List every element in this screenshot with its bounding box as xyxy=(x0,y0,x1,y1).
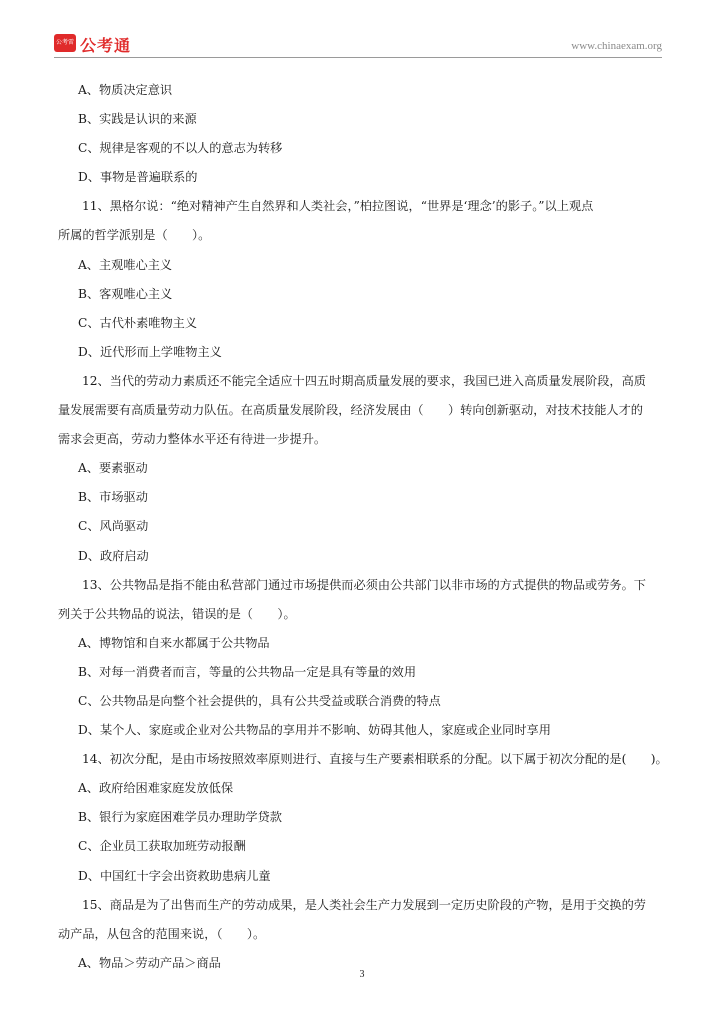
logo-text: 公考通 xyxy=(80,36,132,55)
question-text-continued: 需求会更高，劳动力整体水平还有待进一步提升。 xyxy=(58,432,327,447)
answer-option: A、主观唯心主义 xyxy=(78,257,173,272)
question-text: 11、黑格尔说：“绝对精神产生自然界和人类社会，”柏拉图说，“世界是‘理念’的影子。”以上观点 xyxy=(82,199,594,214)
answer-option: A、博物馆和自来水都属于公共物品 xyxy=(78,635,270,650)
page-number: 3 xyxy=(359,969,365,980)
question-text-continued: 动产品，从包含的范围来说，（ ）。 xyxy=(58,926,266,941)
question-text: 13、公共物品是指不能由私营部门通过市场提供而必须由公共部门以非市场的方式提供的物品或劳务。下 xyxy=(82,577,646,592)
question-text-continued: 量发展需要有高质量劳动力队伍。在高质量发展阶段，经济发展由（ ）转向创新驱动，对技术技能人才的 xyxy=(58,403,643,418)
answer-option: A、政府给困难家庭发放低保 xyxy=(78,781,234,796)
question-text-continued: 列关于公共物品的说法，错误的是（ ）。 xyxy=(58,606,296,621)
header-divider xyxy=(54,57,662,58)
site-url: www.chinaexam.org xyxy=(571,40,662,52)
question-text: 14、初次分配，是由市场按照效率原则进行、直接与生产要素相联系的分配。以下属于初次分配的是( )。 xyxy=(82,752,668,767)
answer-option: D、中国红十字会出资救助患病儿童 xyxy=(78,868,271,883)
answer-option: B、市场驱动 xyxy=(78,490,148,505)
answer-option: C、公共物品是向整个社会提供的，具有公共受益或联合消费的特点 xyxy=(78,693,441,708)
document-body xyxy=(58,76,670,978)
page-header xyxy=(54,30,662,58)
question-text-continued: 所属的哲学派别是（ ）。 xyxy=(58,228,211,243)
question-text: 15、商品是为了出售而生产的劳动成果，是人类社会生产力发展到一定历史阶段的产物，是用于交换的劳 xyxy=(82,897,646,912)
answer-option: A、要素驱动 xyxy=(78,461,148,476)
answer-option: D、某个人、家庭或企业对公共物品的享用并不影响、妨碍其他人，家庭或企业同时享用 xyxy=(78,723,551,738)
answer-option: D、政府启动 xyxy=(78,548,149,563)
logo-icon: 公考雷 xyxy=(54,34,76,52)
answer-option: D、事物是普遍联系的 xyxy=(78,170,198,185)
answer-option: A、物品＞劳动产品＞商品 xyxy=(78,955,221,970)
question-text: 12、当代的劳动力素质还不能完全适应十四五时期高质量发展的要求，我国已进入高质量发展阶段，高质 xyxy=(82,373,646,388)
answer-option: C、规律是客观的不以人的意志为转移 xyxy=(78,141,283,156)
answer-option: C、企业员工获取加班劳动报酬 xyxy=(78,839,246,854)
answer-option: B、客观唯心主义 xyxy=(78,286,173,301)
answer-option: C、风尚驱动 xyxy=(78,519,149,534)
answer-option: A、物质决定意识 xyxy=(78,83,173,97)
answer-option: B、银行为家庭困难学员办理助学贷款 xyxy=(78,810,282,825)
answer-option: D、近代形而上学唯物主义 xyxy=(78,344,222,359)
answer-option: B、对每一消费者而言，等量的公共物品一定是具有等量的效用 xyxy=(78,664,417,679)
answer-option: B、实践是认识的来源 xyxy=(78,112,197,127)
answer-option: C、古代朴素唯物主义 xyxy=(78,315,198,330)
